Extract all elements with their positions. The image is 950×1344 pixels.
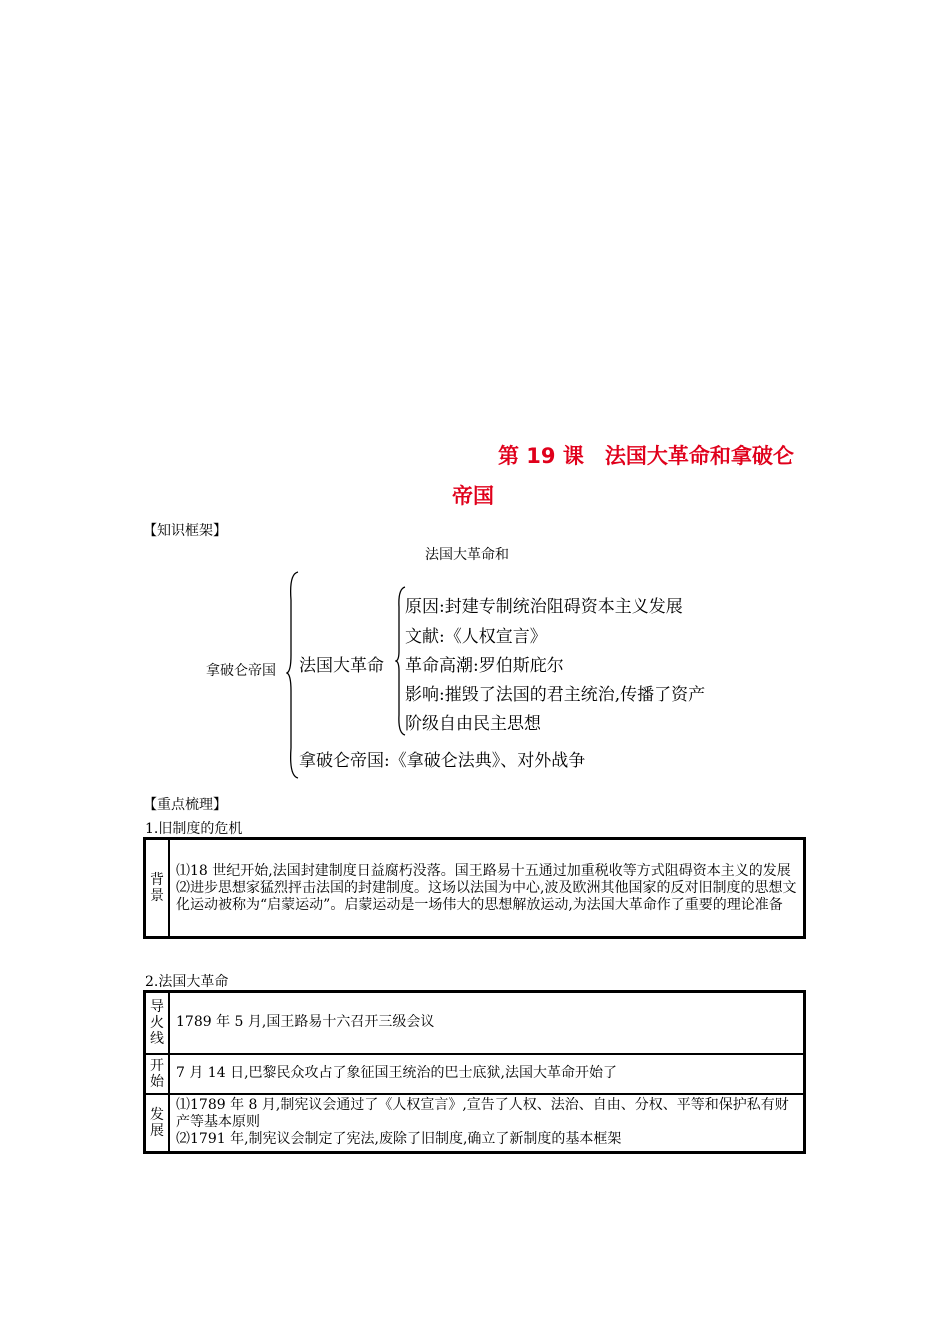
row-label: 背景: [145, 839, 170, 938]
framework-top-note: 法国大革命和: [425, 547, 509, 563]
row-content: ⑴1789 年 8 月,制宪议会通过了《人权宣言》,宣告了人权、法治、自由、分权、平等和保护私有财产等基本原则 ⑵1791 年,制宪议会制定了宪法,废除了旧制度,确立了新制度的基本框架: [169, 1094, 805, 1153]
row-content: [169, 839, 805, 938]
background-point-2: ⑵进步思想家猛烈抨击法国的封建制度。这场以法国为中心,波及欧洲其他国家的反对旧制度的思想文化运动被称为“启蒙运动”。启蒙运动是一场伟大的思想解放运动,为法国大革命作了重要的理论准备: [176, 879, 797, 913]
revolution-table: [143, 990, 806, 1154]
table-row: [145, 1094, 805, 1153]
framework-item-impact: 影响:摧毁了法国的君主统治,传播了资产: [405, 685, 706, 705]
table-row: [145, 992, 805, 1054]
row-label: 开始: [145, 1054, 170, 1094]
row-content: 7 月 14 日,巴黎民众攻占了象征国王统治的巴士底狱,法国大革命开始了: [169, 1054, 805, 1094]
outer-brace: [286, 570, 300, 780]
row-content: 1789 年 5 月,国王路易十六召开三级会议: [169, 992, 805, 1054]
table-row: [145, 839, 805, 938]
section1-title: 1.旧制度的危机: [145, 821, 243, 837]
keypoints-heading: 【重点梳理】: [143, 797, 227, 813]
framework-branch-revolution: 法国大革命: [299, 656, 384, 676]
lesson-title-cont: 帝国: [452, 484, 494, 508]
table-row: [145, 1054, 805, 1094]
section2-title: 2.法国大革命: [145, 974, 229, 990]
framework-item-impact-cont: 阶级自由民主思想: [405, 714, 541, 734]
row-label: 发展: [145, 1094, 170, 1153]
framework-branch-empire: 拿破仑帝国:《拿破仑法典》、对外战争: [299, 751, 586, 771]
lesson-title: 第 19 课 法国大革命和拿破仑: [498, 444, 794, 468]
framework-item-document: 文献:《人权宣言》: [405, 627, 547, 647]
framework-item-cause: 原因:封建专制统治阻碍资本主义发展: [405, 597, 683, 617]
old-regime-table: [143, 837, 806, 939]
framework-heading: 【知识框架】: [143, 523, 227, 539]
row-label: 导火线: [145, 992, 170, 1054]
framework-item-climax: 革命高潮:罗伯斯庇尔: [405, 656, 564, 676]
framework-root: 拿破仑帝国: [206, 663, 276, 679]
background-point-1: ⑴18 世纪开始,法国封建制度日益腐朽没落。国王路易十五通过加重税收等方式阻碍资本主义的发展: [176, 862, 791, 879]
